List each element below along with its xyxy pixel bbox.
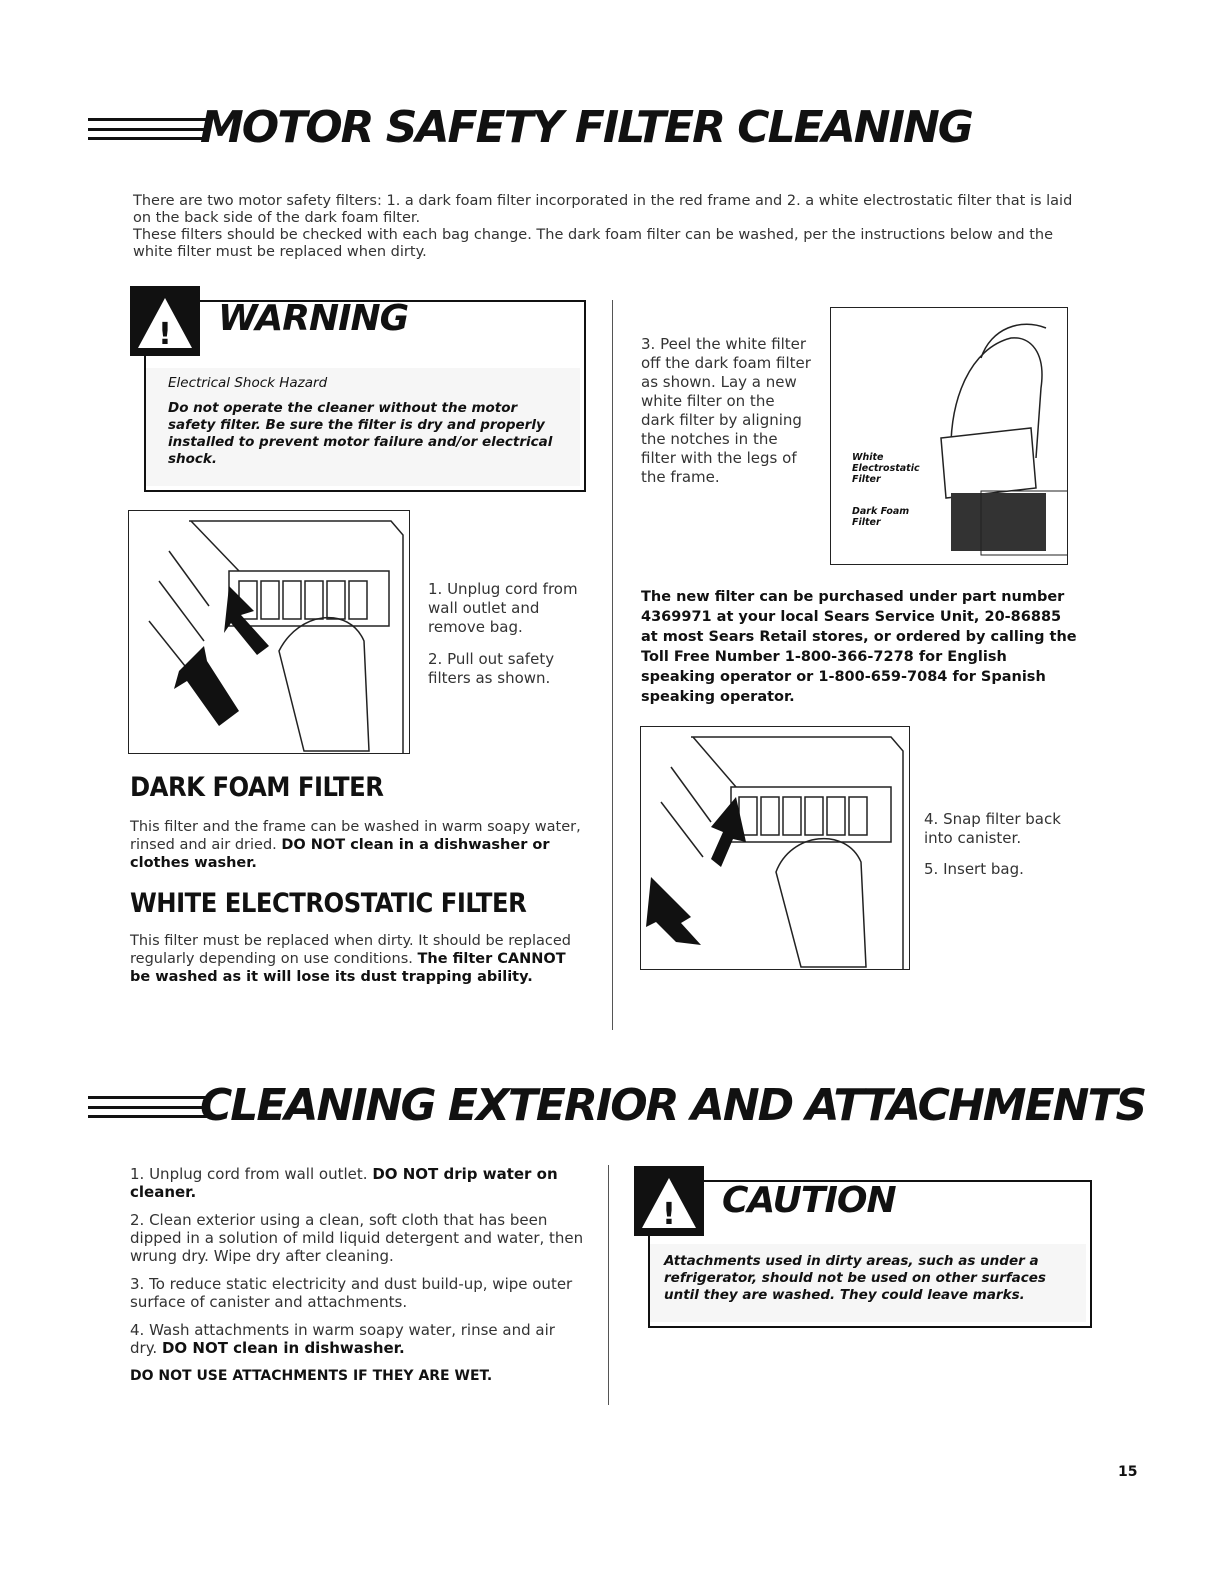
caution-word: CAUTION bbox=[722, 1180, 896, 1221]
warning-word: WARNING bbox=[218, 298, 409, 339]
warning-triangle-icon bbox=[130, 286, 200, 356]
white-filter-bold: The filter CANNOT be washed as it will lose its dust trapping ability. bbox=[130, 951, 566, 985]
exterior-step-1-bold: DO NOT drip water on cleaner. bbox=[130, 1165, 558, 1201]
motor-intro-1: There are two motor safety filters: 1. a dark foam filter incorporated in the red frame and 2. a white electrostatic filter that is laid on the back side of the dark foam filter. bbox=[133, 193, 1073, 226]
title-rule-lines bbox=[88, 118, 208, 140]
pull-filter-illustration-icon bbox=[129, 511, 409, 753]
title-rule-lines-2 bbox=[88, 1096, 208, 1118]
step-3: 3. Peel the white filter off the dark foam filter as shown. Lay a new white filter on the dark filter by aligning the notches in the filter with the legs of the frame. bbox=[641, 335, 811, 486]
exterior-step-1-text: 1. Unplug cord from wall outlet. bbox=[130, 1165, 368, 1183]
label-dark-2: Filter bbox=[852, 517, 881, 528]
filter-label-white bbox=[852, 452, 920, 485]
label-white-1: White bbox=[852, 452, 884, 463]
section-title-motor bbox=[88, 102, 972, 153]
page-number: 15 bbox=[1118, 1464, 1138, 1480]
exterior-step-1 bbox=[130, 1165, 585, 1201]
filter-label-dark bbox=[852, 506, 909, 528]
dark-foam-title: DARK FOAM FILTER bbox=[130, 772, 384, 803]
exterior-final-warning: DO NOT USE ATTACHMENTS IF THEY ARE WET. bbox=[130, 1368, 493, 1384]
svg-text:!: ! bbox=[158, 317, 172, 352]
dark-foam-body bbox=[130, 818, 590, 872]
insert-filter-illustration-icon bbox=[641, 727, 909, 969]
label-white-2: Electrostatic bbox=[852, 463, 920, 474]
figure-insert-filter bbox=[640, 726, 910, 970]
exterior-step-2: 2. Clean exterior using a clean, soft cloth that has been dipped in a solution of mild liquid detergent and water, then wrung dry. Wipe dry after cleaning. bbox=[130, 1211, 584, 1265]
column-divider-bottom bbox=[608, 1165, 609, 1405]
dark-foam-text: This filter and the frame can be washed in warm soapy water, rinsed and air dried. bbox=[130, 819, 581, 853]
purchase-note: The new filter can be purchased under part number 4369971 at your local Sears Service Unit, 20-86885 at most Sears Retail stores, or ordered by calling the Toll Free Number 1-800-366-7278 for English speaking operator or 1-800-659-7084 for Spanish speaking operator. bbox=[641, 589, 1077, 705]
caution-triangle-icon bbox=[634, 1166, 704, 1236]
warning-icon-block bbox=[130, 286, 200, 356]
white-filter-body bbox=[130, 932, 590, 986]
motor-intro bbox=[133, 193, 1093, 261]
motor-intro-2: These filters should be checked with each bag change. The dark foam filter can be washed, per the instructions below and the white filter must be replaced when dirty. bbox=[133, 227, 1054, 260]
step-1: 1. Unplug cord from wall outlet and remove bag. bbox=[428, 580, 578, 636]
column-divider-top bbox=[612, 300, 613, 1030]
step-5: 5. Insert bag. bbox=[924, 860, 1024, 878]
dark-foam-bold: DO NOT clean in a dishwasher or clothes washer. bbox=[130, 837, 550, 871]
motor-title-text: MOTOR SAFETY FILTER CLEANING bbox=[200, 102, 972, 153]
exterior-step-4-bold: DO NOT clean in dishwasher. bbox=[161, 1339, 405, 1357]
exterior-step-4-text: 4. Wash attachments in warm soapy water, rinse and air dry. bbox=[130, 1321, 555, 1357]
svg-text:!: ! bbox=[662, 1197, 676, 1232]
caution-text: Attachments used in dirty areas, such as under a refrigerator, should not be used on other surfaces until they are washed. They could leave marks. bbox=[664, 1253, 1046, 1303]
exterior-steps bbox=[130, 1165, 585, 1385]
exterior-step-3: 3. To reduce static electricity and dust build-up, wipe outer surface of canister and attachments. bbox=[130, 1275, 573, 1311]
warning-hazard: Electrical Shock Hazard bbox=[168, 375, 328, 391]
figure-pull-filter bbox=[128, 510, 410, 754]
section-title-exterior bbox=[88, 1080, 1146, 1131]
white-filter-title: WHITE ELECTROSTATIC FILTER bbox=[130, 888, 527, 919]
exterior-title-text: CLEANING EXTERIOR AND ATTACHMENTS bbox=[200, 1080, 1146, 1131]
white-filter-text: This filter must be replaced when dirty. It should be replaced regularly depending on use conditions. bbox=[130, 933, 571, 967]
step-4: 4. Snap filter back into canister. bbox=[924, 810, 1061, 847]
caution-icon-block bbox=[634, 1166, 704, 1236]
label-dark-1: Dark Foam bbox=[852, 506, 910, 517]
exterior-step-4 bbox=[130, 1321, 585, 1357]
step-2: 2. Pull out safety filters as shown. bbox=[428, 650, 555, 687]
label-white-3: Filter bbox=[852, 474, 881, 485]
warning-text: Do not operate the cleaner without the motor safety filter. Be sure the filter is dry and properly installed to prevent motor failure and/or electrical shock. bbox=[168, 400, 553, 467]
